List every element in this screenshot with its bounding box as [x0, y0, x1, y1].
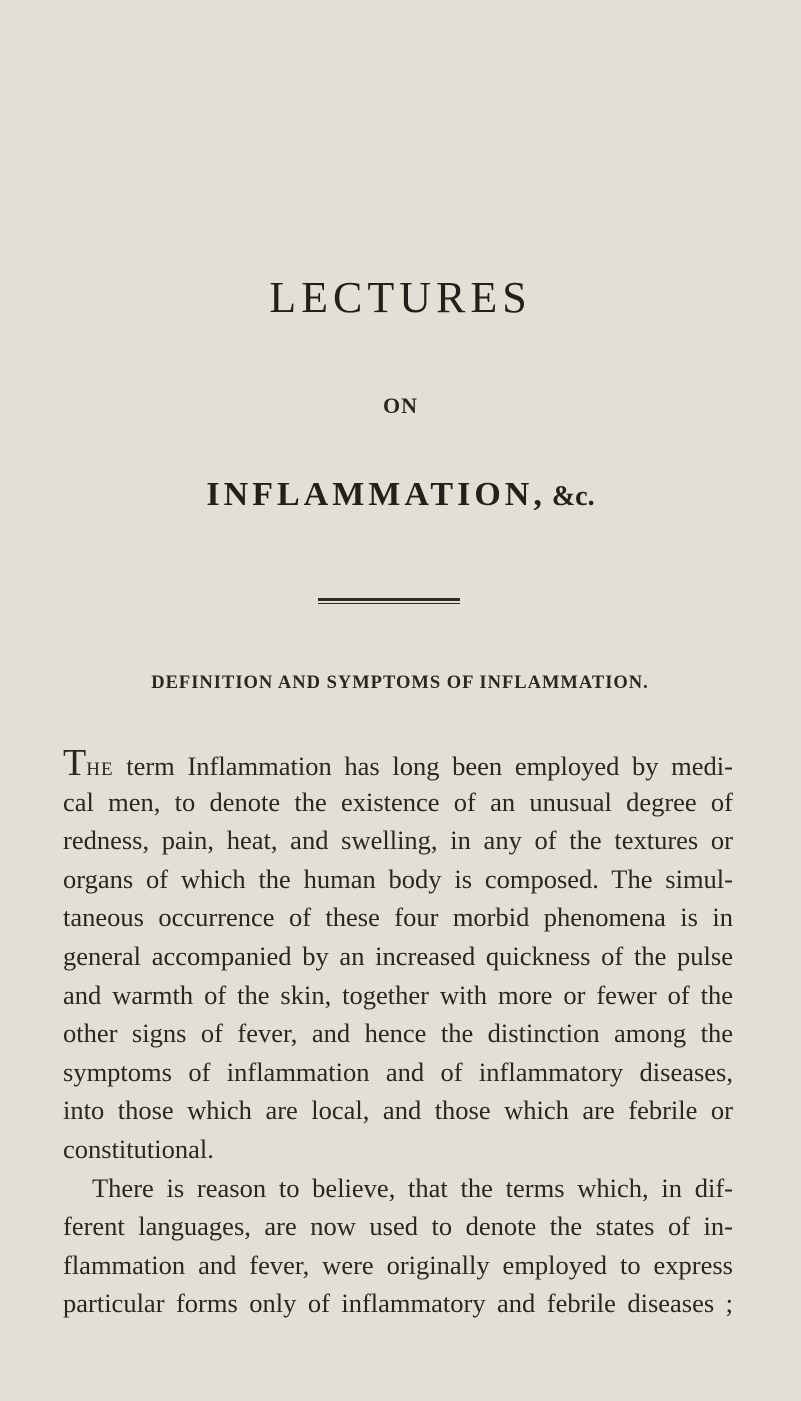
rule-thick-line — [318, 598, 460, 601]
paragraph-1-line: organs of which the human body is composed. The simul- — [63, 863, 733, 894]
title-connector: ON — [383, 393, 418, 418]
rule-thin-line — [318, 603, 460, 604]
drop-cap: T — [63, 742, 87, 784]
small-caps-word: HE — [86, 759, 114, 780]
paragraph-2-line: flammation and fever, were originally employed to express — [63, 1249, 733, 1280]
subtitle — [0, 476, 801, 514]
paragraph-2-line: ferent languages, are now used to denote the states of in- — [63, 1211, 733, 1242]
paragraph-1-line: other signs of fever, and hence the distinction among the — [63, 1018, 733, 1049]
paragraph-1-line: general accompanied by an increased quickness of the pulse — [63, 940, 733, 971]
paragraph-2-line: particular forms only of inflammatory and febrile diseases ; — [63, 1288, 733, 1319]
paragraph-1-line: constitutional. — [63, 1133, 214, 1164]
subtitle-main: INFLAMMATION, — [206, 476, 546, 513]
paragraph-1-line: redness, pain, heat, and swelling, in any of the textures or — [63, 825, 733, 856]
paragraph-1-line: taneous occurrence of these four morbid phenomena is in — [63, 902, 733, 933]
subtitle-etc: &c. — [551, 481, 595, 512]
paragraph-1-line: cal men, to denote the existence of an unusual degree of — [63, 786, 733, 817]
section-heading: DEFINITION AND SYMPTOMS OF INFLAMMATION. — [151, 673, 649, 693]
paragraph-1-line: symptoms of inflammation and of inflammatory diseases, — [63, 1056, 733, 1087]
paragraph-2-line: There is reason to believe, that the terms which, in dif- — [92, 1172, 733, 1203]
paragraph-1-line: into those which are local, and those which are febrile or — [63, 1095, 733, 1126]
body-text — [63, 744, 733, 1323]
paragraph-1-line-1 — [63, 744, 733, 783]
decorative-rule — [318, 598, 460, 604]
page-title: LECTURES — [269, 273, 532, 322]
paragraph-1-line: and warmth of the skin, together with more or fewer of the — [63, 979, 733, 1010]
first-line-text: term Inflammation has long been employed by medi- — [113, 751, 733, 781]
